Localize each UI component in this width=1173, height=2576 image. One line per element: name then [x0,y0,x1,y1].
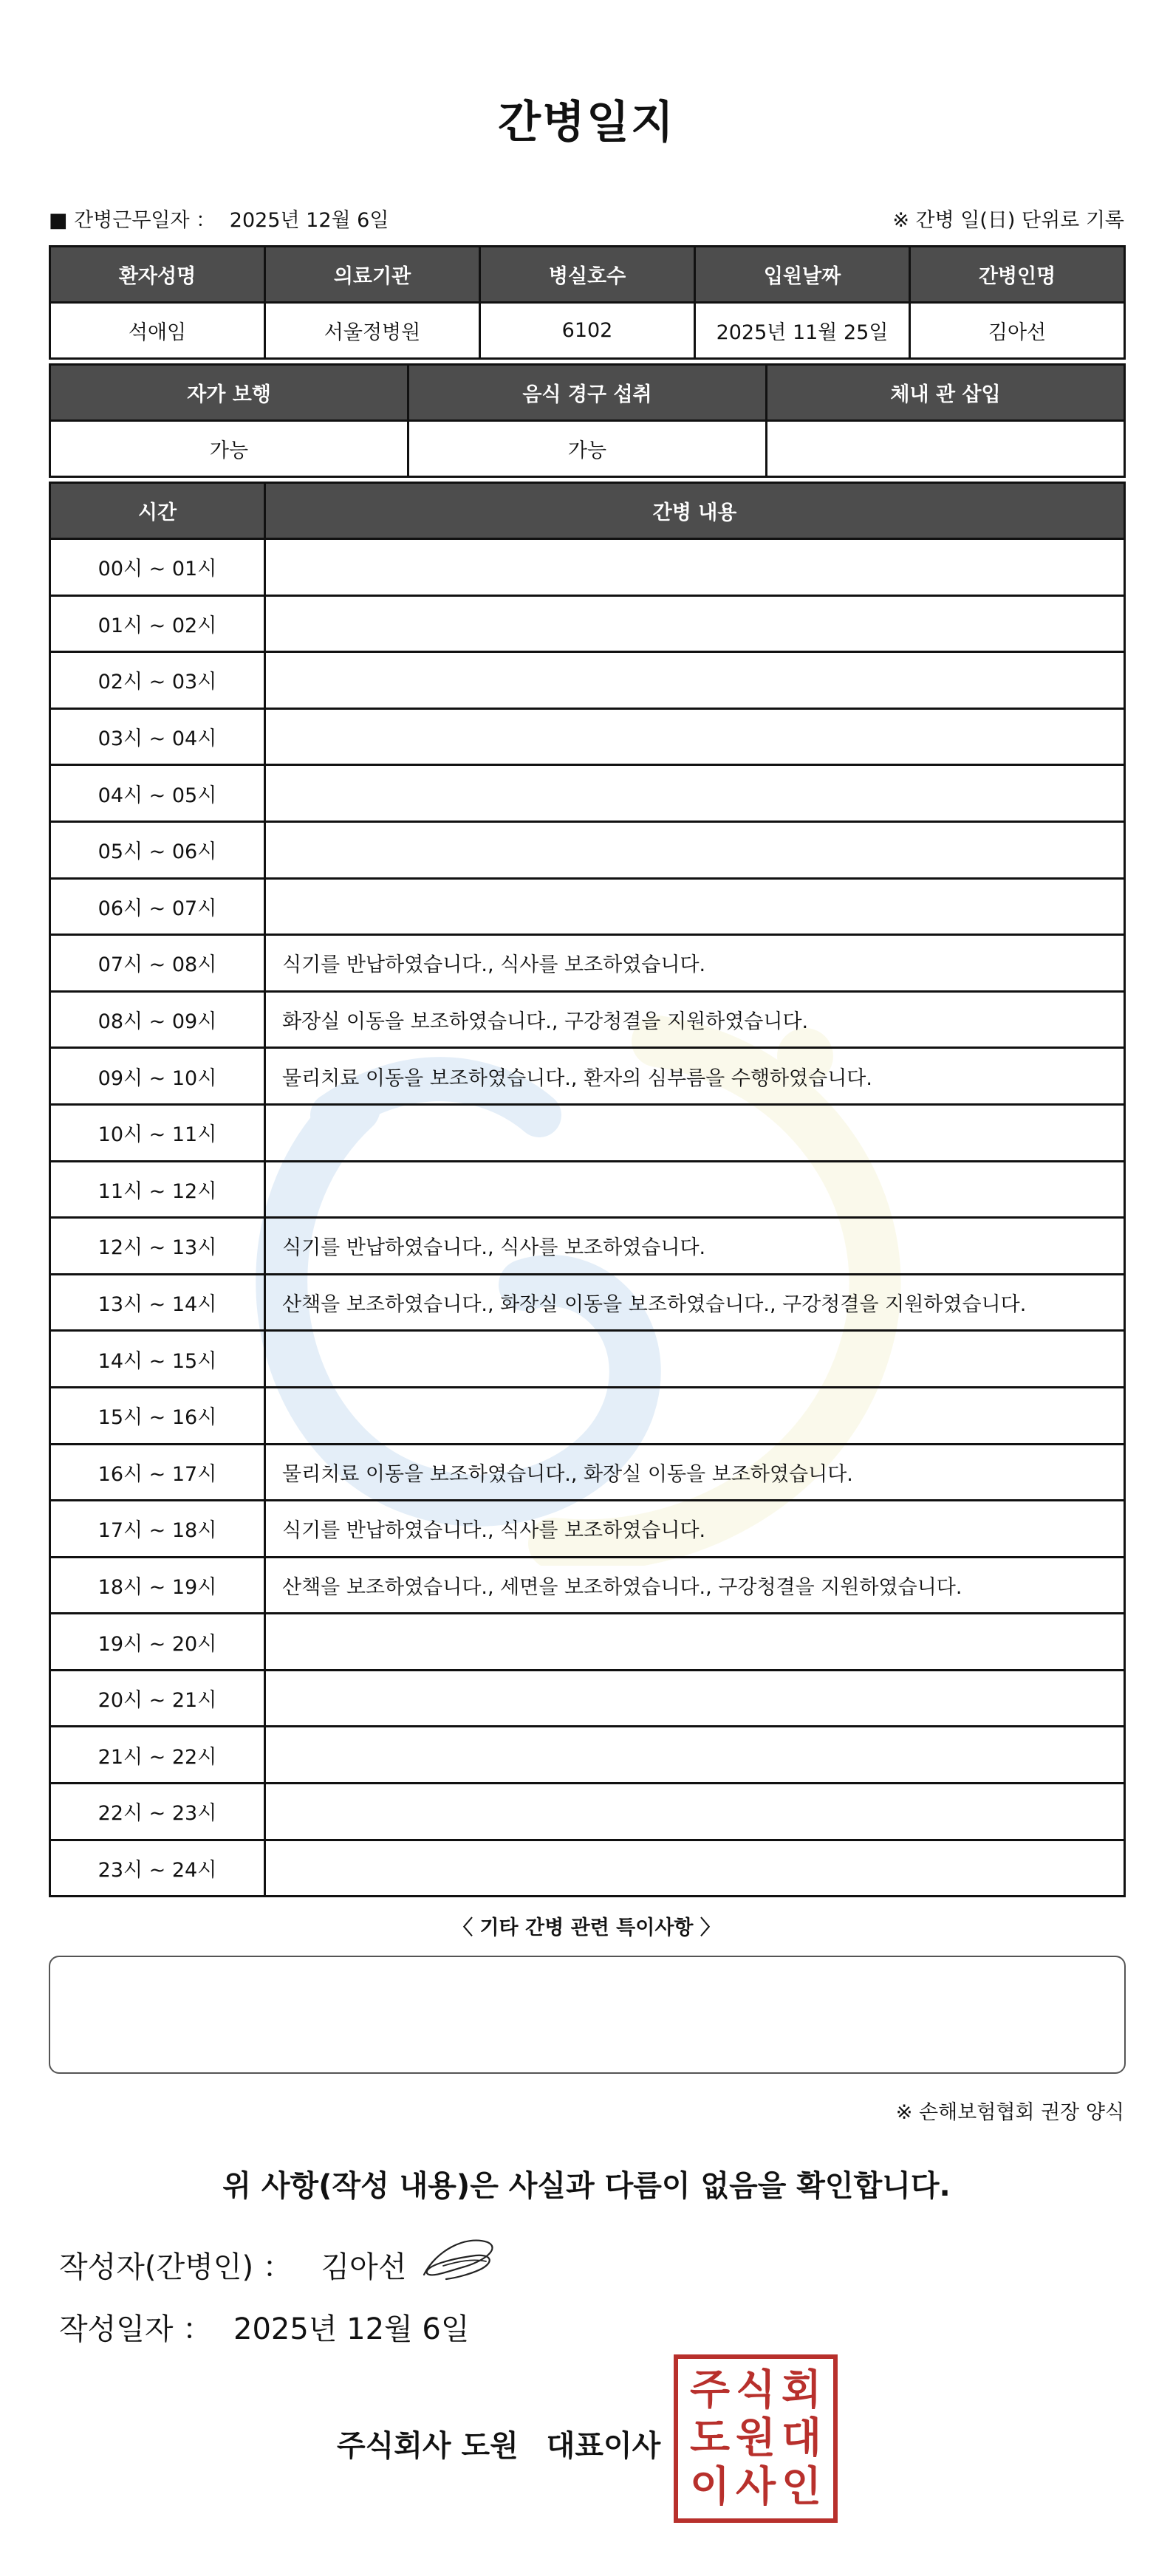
written-date-label: 작성일자 ： [59,2312,213,2346]
care-log-row [50,1614,1125,1671]
record-unit-note: ※ 간병 일(日) 단위로 기록 [892,209,1124,232]
care-log-row [50,1161,1125,1218]
care-log-content[interactable] [265,1784,1125,1840]
work-date-value: 2025년 12월 6일 [229,209,389,232]
confirmation-statement: 위 사항(작성 내용)은 사실과 다름이 없음을 확인합니다. [222,2169,951,2203]
patient-name: 석애임 [50,303,265,359]
page-title: 간병일지 [498,97,675,148]
header-tube-insertion: 체내 관 삽입 [767,365,1125,421]
tube-insertion-value [767,421,1125,477]
care-log-time: 14시 ~ 15시 [50,1331,265,1388]
care-log-content[interactable] [265,652,1125,709]
care-log-time: 09시 ~ 10시 [50,1048,265,1105]
recommend-note: ※ 손해보험협회 권장 양식 [895,2101,1124,2124]
care-log-row [50,1218,1125,1275]
care-log-row [50,595,1125,652]
care-log-content[interactable]: 산책을 보조하였습니다., 세면을 보조하였습니다., 구강청결을 지원하였습니다. [265,1557,1125,1614]
handwritten-signature [414,2229,502,2288]
self-walking-value: 가능 [50,421,408,477]
care-log-row [50,1274,1125,1331]
care-log-row [50,821,1125,878]
care-log-time: 07시 ~ 08시 [50,935,265,992]
hospital-name: 서울정병원 [265,303,480,359]
care-log-content[interactable]: 물리치료 이동을 보조하였습니다., 화장실 이동을 보조하였습니다. [265,1444,1125,1501]
care-log-row [50,1670,1125,1727]
care-log-time: 06시 ~ 07시 [50,878,265,935]
care-log-content[interactable] [265,1840,1125,1897]
care-log-time: 02시 ~ 03시 [50,652,265,709]
care-log-content[interactable] [265,878,1125,935]
care-log-content[interactable]: 물리치료 이동을 보조하였습니다., 환자의 심부름을 수행하였습니다. [265,1048,1125,1105]
care-log-content[interactable]: 식기를 반납하였습니다., 식사를 보조하였습니다. [265,1218,1125,1275]
written-date-line [59,2306,470,2348]
care-log-header-row [50,483,1125,539]
header-time: 시간 [50,483,265,539]
care-log-content[interactable] [265,1104,1125,1161]
care-log-row [50,1557,1125,1614]
work-date-label: ■ 간병근무일자 ： [49,209,216,232]
care-log-time: 20시 ~ 21시 [50,1670,265,1727]
care-log-row [50,878,1125,935]
care-log-row [50,1387,1125,1444]
care-log-row [50,1048,1125,1105]
writer-label: 작성자(간병인) ： [59,2250,293,2284]
writer-line [59,2244,406,2286]
header-patient-name: 환자성명 [50,247,265,303]
ceo-title: 대표이사 [546,2429,661,2463]
care-log-time: 21시 ~ 22시 [50,1727,265,1784]
care-log-row [50,935,1125,992]
patient-status-header-row [50,365,1125,421]
patient-info-value-row [50,303,1125,359]
care-log-content[interactable]: 식기를 반납하였습니다., 식사를 보조하였습니다. [265,1501,1125,1558]
care-log-row [50,652,1125,709]
care-log-time: 00시 ~ 01시 [50,539,265,596]
care-log-time: 16시 ~ 17시 [50,1444,265,1501]
care-log-time: 15시 ~ 16시 [50,1387,265,1444]
header-care-content: 간병 내용 [265,483,1125,539]
care-log-time: 11시 ~ 12시 [50,1161,265,1218]
care-log-content[interactable] [265,708,1125,765]
care-log-row [50,1444,1125,1501]
patient-info-table [49,245,1126,360]
care-log-content[interactable] [265,1614,1125,1671]
care-log-row [50,539,1125,596]
oral-intake-value: 가능 [408,421,767,477]
care-log-content[interactable] [265,1387,1125,1444]
care-log-body [50,539,1125,1897]
care-log-row [50,1104,1125,1161]
care-log-content[interactable] [265,765,1125,822]
care-log-row [50,1331,1125,1388]
care-log-time: 19시 ~ 20시 [50,1614,265,1671]
care-log-time: 17시 ~ 18시 [50,1501,265,1558]
care-log-time: 05시 ~ 06시 [50,821,265,878]
care-log-content[interactable] [265,1331,1125,1388]
writer-name: 김아선 [321,2250,407,2284]
care-log-row [50,1784,1125,1840]
header-admission-date: 입원날짜 [695,247,910,303]
care-log-row [50,991,1125,1048]
header-self-walking: 자가 보행 [50,365,408,421]
room-number: 6102 [480,303,695,359]
care-log-row [50,765,1125,822]
patient-info-header-row [50,247,1125,303]
header-oral-intake: 음식 경구 섭취 [408,365,767,421]
care-log-time: 23시 ~ 24시 [50,1840,265,1897]
written-date-value: 2025년 12월 6일 [233,2312,470,2346]
care-log-row [50,1501,1125,1558]
patient-status-value-row [50,421,1125,477]
header-hospital: 의료기관 [265,247,480,303]
care-log-content[interactable] [265,821,1125,878]
care-log-content[interactable] [265,1727,1125,1784]
company-seal-stamp [674,2354,838,2523]
caregiver-name: 김아선 [910,303,1125,359]
header-room-number: 병실호수 [480,247,695,303]
care-log-time: 12시 ~ 13시 [50,1218,265,1275]
care-log-content[interactable] [265,539,1125,596]
header-caregiver-name: 간병인명 [910,247,1125,303]
care-log-content[interactable]: 산책을 보조하였습니다., 화장실 이동을 보조하였습니다., 구강청결을 지원하였습니다. [265,1274,1125,1331]
admission-date: 2025년 11월 25일 [695,303,910,359]
remarks-box[interactable] [49,1956,1126,2074]
patient-status-table [49,363,1126,478]
work-date [49,204,389,233]
care-log-time: 03시 ~ 04시 [50,708,265,765]
care-log-row [50,1727,1125,1784]
care-log-row [50,1840,1125,1897]
remarks-title: 〈 기타 간병 관련 특이사항 〉 [453,1916,720,1939]
care-log-content[interactable] [265,595,1125,652]
care-log-row [50,708,1125,765]
care-log-content[interactable] [265,1670,1125,1727]
seal-characters: 주 식 회 도 원 대 이 사 인 [689,2366,822,2511]
care-log-time: 04시 ~ 05시 [50,765,265,822]
care-log-time: 10시 ~ 11시 [50,1104,265,1161]
company-signature-line [337,2422,660,2464]
care-log-content[interactable] [265,1161,1125,1218]
care-log-time: 22시 ~ 23시 [50,1784,265,1840]
care-log-content[interactable]: 식기를 반납하였습니다., 식사를 보조하였습니다. [265,935,1125,992]
care-log-time: 13시 ~ 14시 [50,1274,265,1331]
care-log-time: 08시 ~ 09시 [50,991,265,1048]
care-log-content[interactable]: 화장실 이동을 보조하였습니다., 구강청결을 지원하였습니다. [265,991,1125,1048]
company-name: 주식회사 도원 [337,2429,519,2463]
care-log-table [49,482,1126,1897]
care-log-time: 18시 ~ 19시 [50,1557,265,1614]
care-log-time: 01시 ~ 02시 [50,595,265,652]
